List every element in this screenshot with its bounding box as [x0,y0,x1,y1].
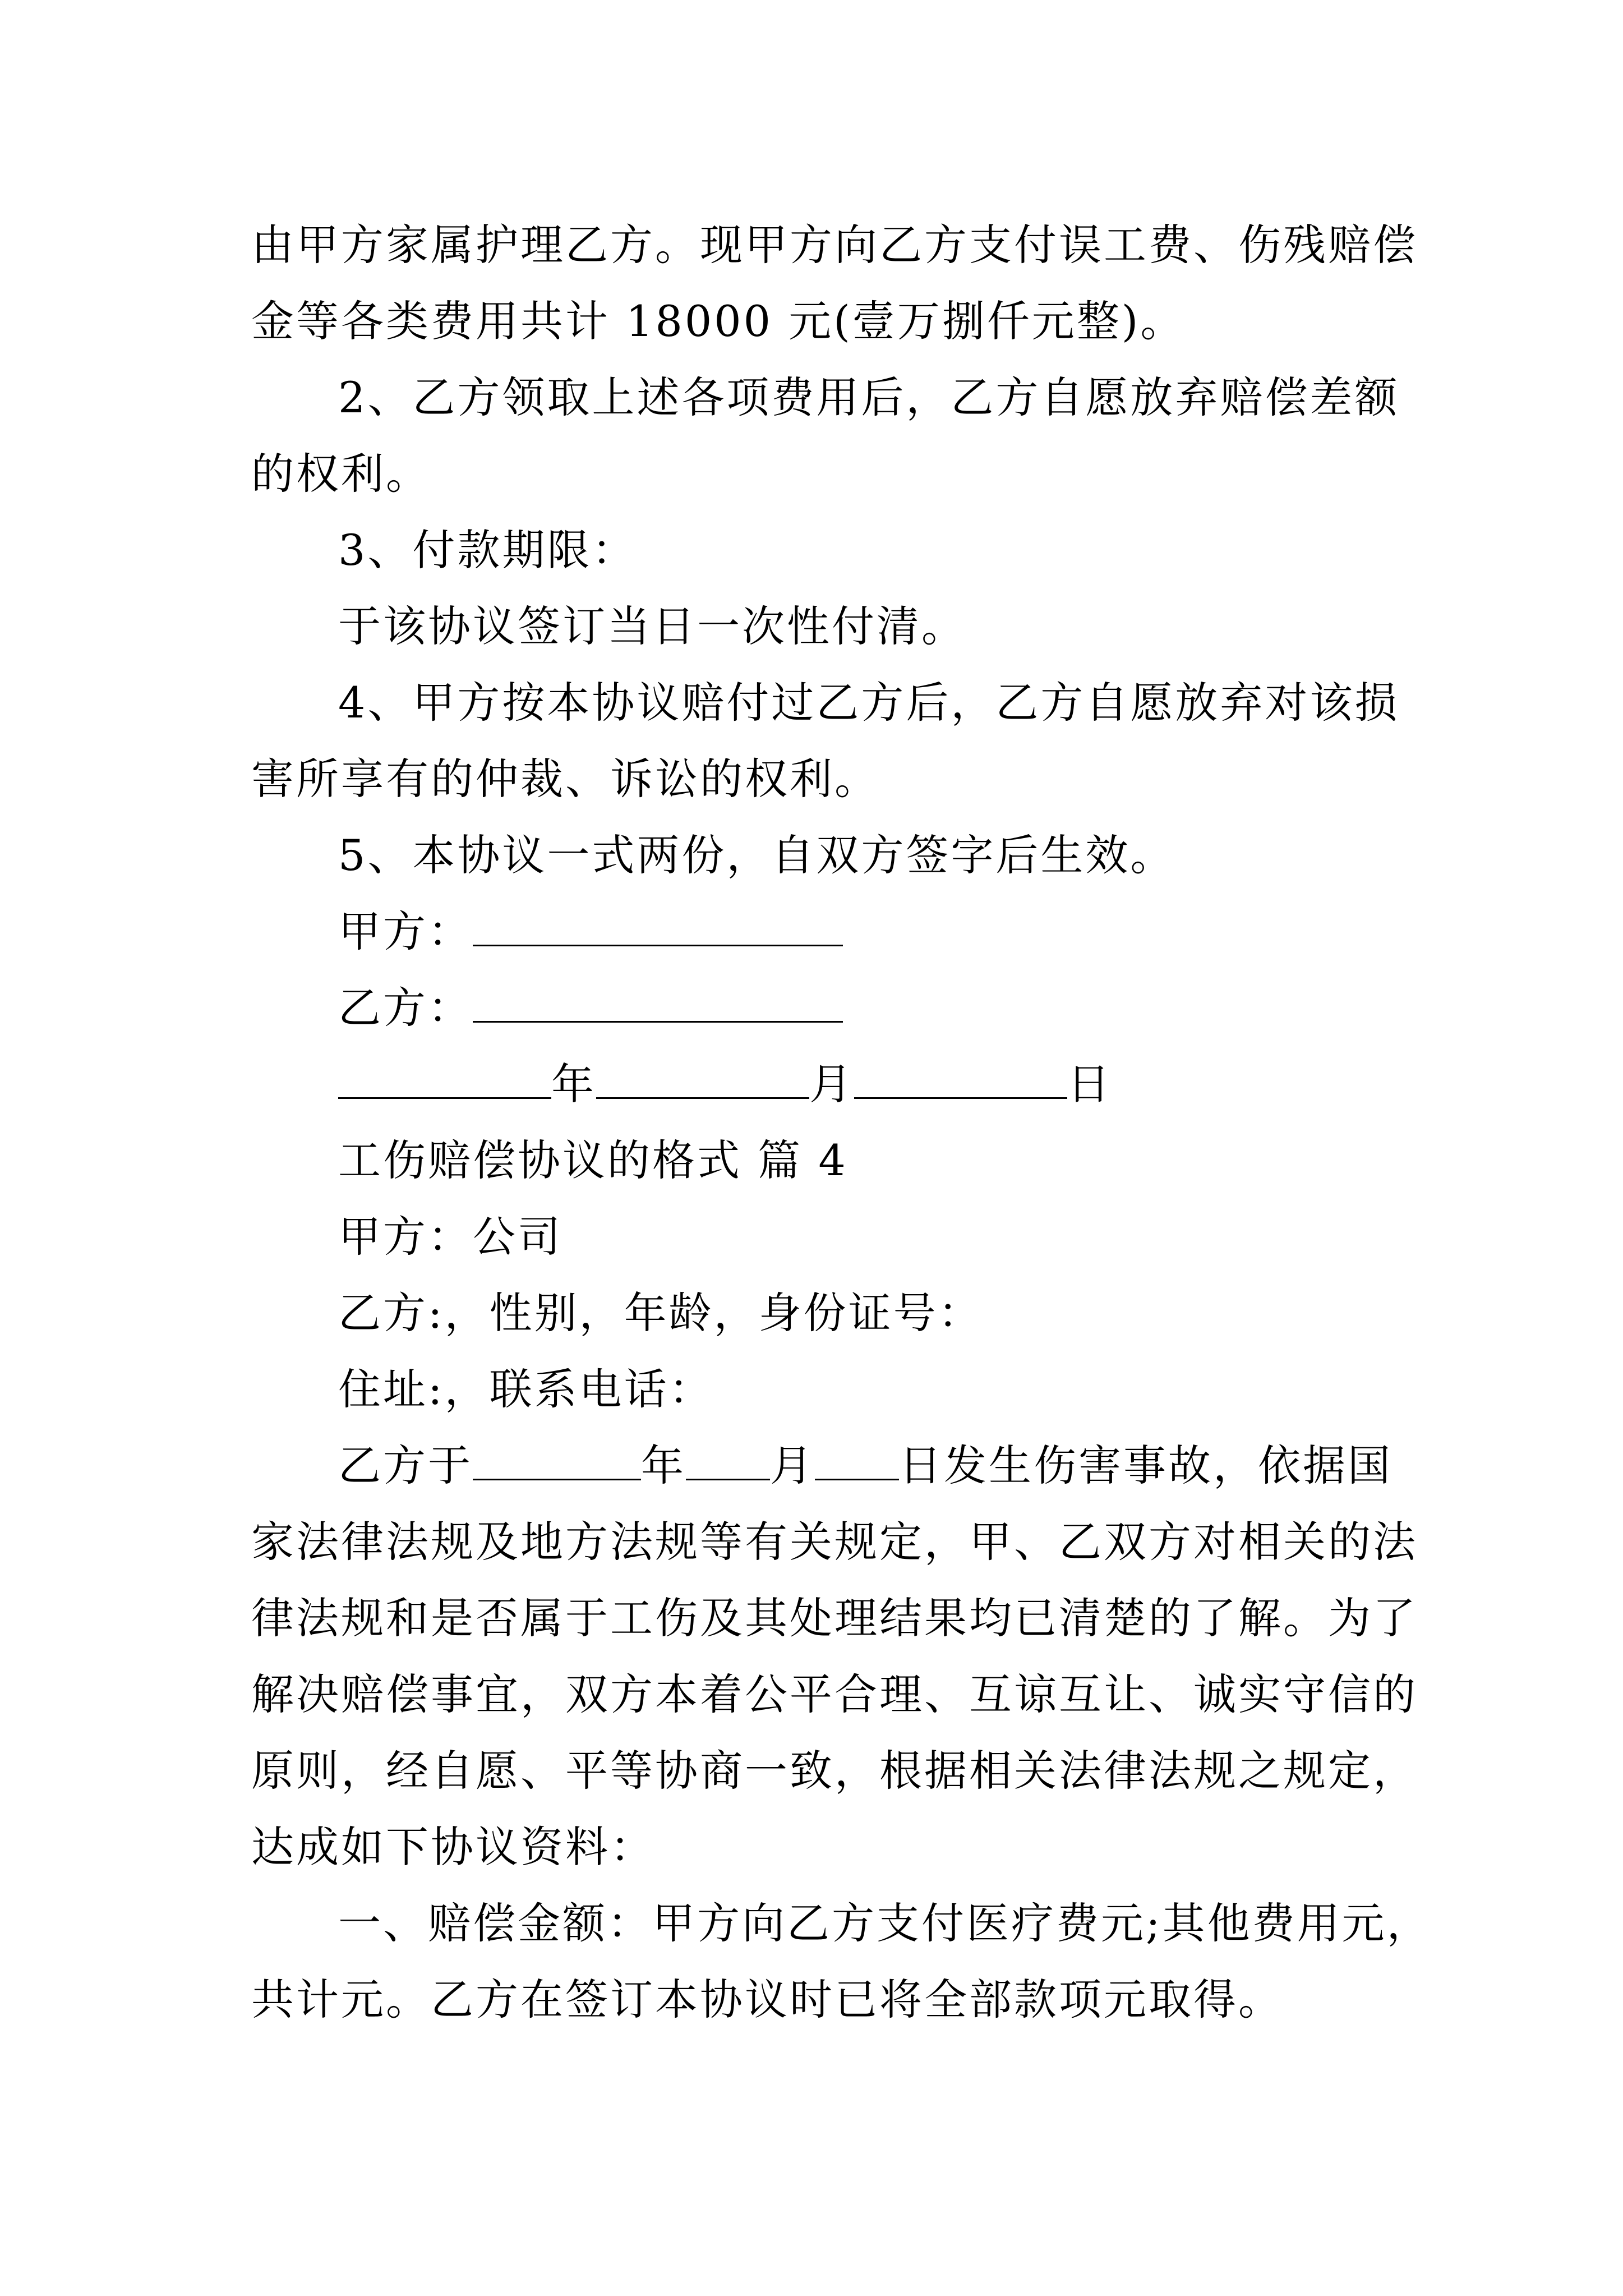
month-blank [596,1058,809,1099]
accident-month-blank [686,1439,770,1480]
paragraph-line: 于该协议签订当日一次性付清。 [338,601,966,651]
day-blank [854,1058,1067,1099]
paragraph-line: 达成如下协议资料： [251,1822,655,1872]
paragraph-line: 由甲方家属护理乙方。现甲方向乙方支付误工费、伤残赔偿 [251,220,1418,270]
party-a-signature-line [338,904,1488,960]
accident-day-blank [815,1439,899,1480]
date-line [338,1056,1488,1112]
paragraph-line: 害所享有的仲裁、诉讼的权利。 [251,754,879,804]
paragraph-line: 原则，经自愿、平等协商一致，根据相关法律法规之规定， [251,1746,1418,1796]
paragraph-line: 律法规和是否属于工伤及其处理结果均已清楚的了解。为了 [251,1593,1418,1643]
paragraph-line: 一、赔偿金额：甲方向乙方支付医疗费元;其他费用元， [338,1898,1432,1948]
party-a-label: 甲方： [338,907,473,956]
year-label: 年 [551,1059,596,1109]
paragraph-line: 3、付款期限： [338,525,637,575]
party-b-blank [473,982,843,1023]
paragraph-line: 2、乙方领取上述各项费用后，乙方自愿放弃赔偿差额 [338,372,1400,422]
paragraph-line: 家法律法规及地方法规等有关规定，甲、乙双方对相关的法 [251,1517,1418,1567]
accident-month-label: 月 [770,1441,815,1490]
party-a-blank [473,905,843,946]
paragraph-line: 金等各类费用共计 18000 元(壹万捌仟元整)。 [251,296,1186,346]
party-a-info: 甲方：公司 [338,1212,562,1262]
paragraph-line: 共计元。乙方在签订本协议时已将全部款项元取得。 [251,1975,1283,2024]
section-title: 工伤赔偿协议的格式 篇 4 [338,1135,848,1185]
accident-year-label: 年 [641,1441,686,1490]
day-label: 日 [1067,1059,1112,1109]
accident-suffix: 日发生伤害事故，依据国 [899,1441,1393,1490]
address-info: 住址:，联系电话： [338,1364,714,1414]
party-b-label: 乙方： [338,983,473,1033]
year-blank [338,1058,551,1099]
paragraph-line: 4、甲方按本协议赔付过乙方后，乙方自愿放弃对该损 [338,678,1400,728]
party-b-info: 乙方:，性别，年龄，身份证号： [338,1288,983,1338]
paragraph-line: 的权利。 [251,449,431,499]
accident-prefix: 乙方于 [338,1441,473,1490]
accident-year-blank [473,1439,641,1480]
accident-line [338,1438,1488,1494]
party-b-signature-line [338,980,1488,1036]
paragraph-line: 解决赔偿事宜，双方本着公平合理、互谅互让、诚实守信的 [251,1669,1418,1719]
paragraph-line: 5、本协议一式两份，自双方签字后生效。 [338,830,1175,880]
month-label: 月 [809,1059,854,1109]
